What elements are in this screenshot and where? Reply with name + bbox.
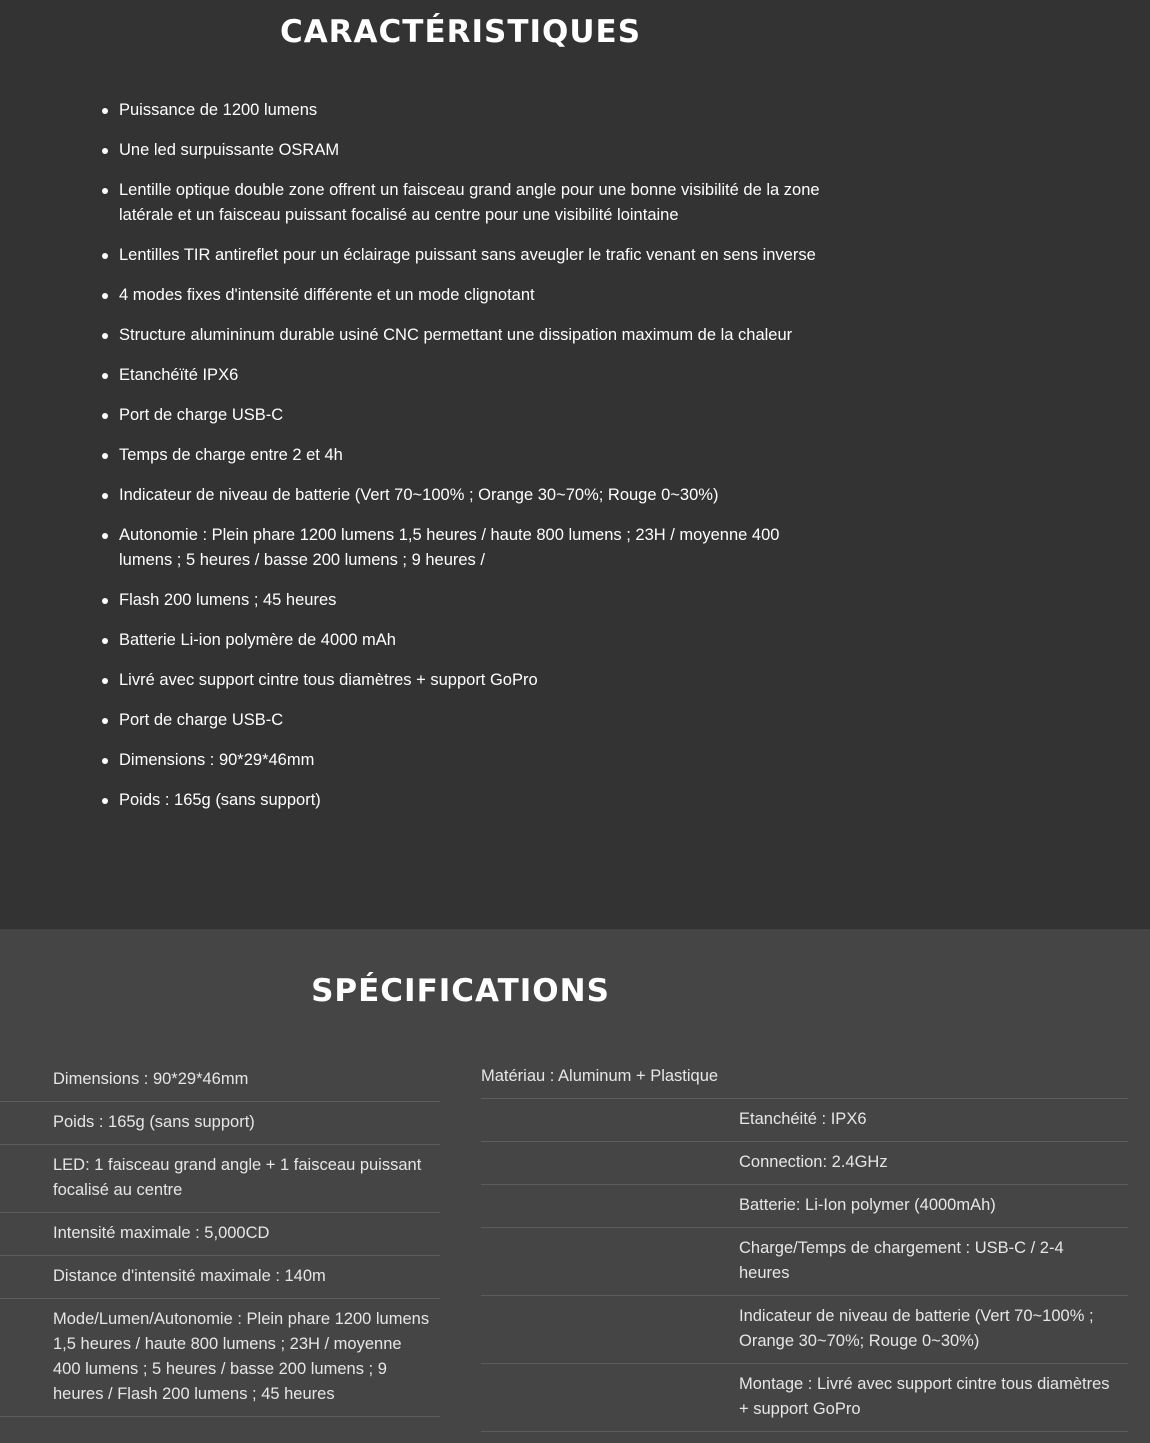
feature-item: Flash 200 lumens ; 45 heures — [101, 588, 831, 613]
spec-row: Batterie: Li-Ion polymer (4000mAh) — [481, 1185, 1128, 1228]
feature-item: Port de charge USB-C — [101, 403, 831, 428]
feature-item: Port de charge USB-C — [101, 708, 831, 733]
feature-item: Autonomie : Plein phare 1200 lumens 1,5 heures / haute 800 lumens ; 23H / moyenne 400 lumens ; 5 heures / basse 200 lumens ; 9 heures / — [101, 523, 831, 573]
spec-row: Etanchéité : IPX6 — [481, 1099, 1128, 1142]
spec-row: Poids : 165g (sans support) — [0, 1102, 440, 1145]
specifications-left-column — [0, 1059, 440, 1417]
feature-item: Dimensions : 90*29*46mm — [101, 748, 831, 773]
features-title: CARACTÉRISTIQUES — [279, 14, 642, 50]
feature-item: 4 modes fixes d'intensité différente et un mode clignotant — [101, 283, 831, 308]
spec-row: Distance d'intensité maximale : 140m — [0, 1256, 440, 1299]
feature-item: Poids : 165g (sans support) — [101, 788, 831, 813]
spec-row: Charge/Temps de chargement : USB-C / 2-4 heures — [481, 1228, 1128, 1296]
feature-item: Structure alumininum durable usiné CNC permettant une dissipation maximum de la chaleur — [101, 323, 831, 348]
spec-row: Mode/Lumen/Autonomie : Plein phare 1200 lumens 1,5 heures / haute 800 lumens ; 23H / moyenne 400 lumens ; 5 heures / basse 200 lumens ; 9 heures / Flash 200 lumens ; 45 heures — [0, 1299, 440, 1417]
specifications-title: SPÉCIFICATIONS — [311, 973, 610, 1009]
specifications-right-column — [481, 1056, 1128, 1432]
spec-row: LED: 1 faisceau grand angle + 1 faisceau puissant focalisé au centre — [0, 1145, 440, 1213]
feature-item: Lentille optique double zone offrent un faisceau grand angle pour une bonne visibilité de la zone latérale et un faisceau puissant focalisé au centre pour une visibilité lointaine — [101, 178, 831, 228]
specifications-section — [0, 929, 1150, 1443]
features-list — [101, 98, 831, 828]
spec-row: Montage : Livré avec support cintre tous diamètres + support GoPro — [481, 1364, 1128, 1432]
spec-row: Matériau : Aluminum + Plastique — [481, 1056, 1128, 1099]
feature-item: Temps de charge entre 2 et 4h — [101, 443, 831, 468]
feature-item: Batterie Li-ion polymère de 4000 mAh — [101, 628, 831, 653]
spec-row: Intensité maximale : 5,000CD — [0, 1213, 440, 1256]
feature-item: Puissance de 1200 lumens — [101, 98, 831, 123]
spec-row: Indicateur de niveau de batterie (Vert 70~100% ; Orange 30~70%; Rouge 0~30%) — [481, 1296, 1128, 1364]
feature-item: Une led surpuissante OSRAM — [101, 138, 831, 163]
feature-item: Indicateur de niveau de batterie (Vert 70~100% ; Orange 30~70%; Rouge 0~30%) — [101, 483, 831, 508]
feature-item: Livré avec support cintre tous diamètres + support GoPro — [101, 668, 831, 693]
feature-item: Etanchéïté IPX6 — [101, 363, 831, 388]
spec-row: Dimensions : 90*29*46mm — [0, 1059, 440, 1102]
feature-item: Lentilles TIR antireflet pour un éclairage puissant sans aveugler le trafic venant en sens inverse — [101, 243, 831, 268]
spec-row: Connection: 2.4GHz — [481, 1142, 1128, 1185]
